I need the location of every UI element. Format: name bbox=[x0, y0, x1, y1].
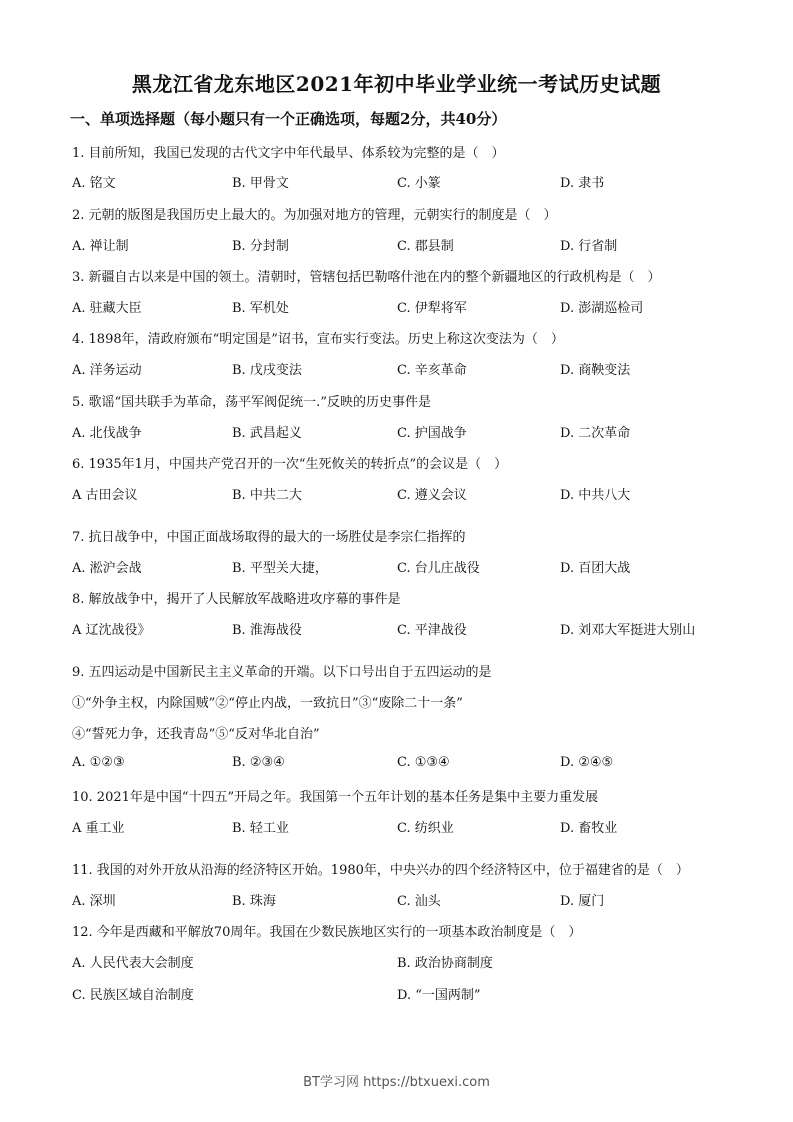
section-heading: 一、单项选择题（每小题只有一个正确选项，每题2分，共40分） bbox=[70, 110, 507, 128]
option-b: B. 武昌起义 bbox=[232, 426, 302, 441]
option-a: A. 北伐战争 bbox=[72, 426, 142, 441]
option-b: B. 分封制 bbox=[232, 239, 289, 254]
question-stem: 4. 1898年，清政府颁布“明定国是”诏书，宣布实行变法。历史上称这次变法为（ ） bbox=[72, 332, 564, 347]
question-stem: 5. 歌谣“国共联手为革命，荡平军阀促统一.”反映的历史事件是 bbox=[72, 395, 431, 410]
option-c: C. 小篆 bbox=[397, 176, 441, 191]
option-a: A. 铭文 bbox=[72, 176, 116, 191]
option-b: B. 中共二大 bbox=[232, 488, 302, 503]
option-c: C. 汕头 bbox=[397, 894, 441, 909]
option-a: A. 洋务运动 bbox=[72, 363, 142, 378]
options-row bbox=[72, 984, 732, 1004]
option-c: C. 郡县制 bbox=[397, 239, 454, 254]
options-row bbox=[72, 890, 732, 910]
options-row bbox=[72, 952, 732, 972]
option-a: A. 淞沪会战 bbox=[72, 561, 142, 576]
option-a: A 辽沈战役》 bbox=[72, 623, 151, 638]
option-d: D. 行省制 bbox=[560, 239, 618, 254]
question-stem: 2. 元朝的版图是我国历史上最大的。为加强对地方的管理，元朝实行的制度是（ ） bbox=[72, 208, 557, 223]
option-a: A 古田会议 bbox=[72, 488, 138, 503]
option-c: C. 遵义会议 bbox=[397, 488, 467, 503]
option-b: B. 平型关大捷， bbox=[232, 561, 328, 576]
question-stem: 9. 五四运动是中国新民主主义革命的开端。以下口号出自于五四运动的是 bbox=[72, 665, 492, 680]
question-stem: 7. 抗日战争中，中国正面战场取得的最大的一场胜仗是李宗仁指挥的 bbox=[72, 530, 466, 545]
watermark-footer: BT学习网 https://btxuexi.com bbox=[303, 1075, 490, 1090]
option-d: D. 隶书 bbox=[560, 176, 605, 191]
question-stem: 6. 1935年1月，中国共产党召开的一次“生死攸关的转折点”的会议是（ ） bbox=[72, 457, 508, 472]
option-c: C. 民族区域自治制度 bbox=[72, 988, 194, 1003]
option-c: C. 台儿庄战役 bbox=[397, 561, 480, 576]
question-stem: 3. 新疆自古以来是中国的领土。清朝时，管辖包括巴勒喀什池在内的整个新疆地区的行政机构是（ ） bbox=[72, 270, 661, 285]
question-stem: 8. 解放战争中，揭开了人民解放军战略进攻序幕的事件是 bbox=[72, 592, 401, 607]
option-c: C. 辛亥革命 bbox=[397, 363, 467, 378]
option-d: D. ②④⑤ bbox=[560, 755, 614, 770]
option-b: B. 甲骨文 bbox=[232, 176, 289, 191]
question-stem: 10. 2021年是中国“十四五”开局之年。我国第一个五年计划的基本任务是集中主要力重发展 bbox=[72, 790, 599, 805]
option-a: A. 深圳 bbox=[72, 894, 116, 909]
option-b: B. 戊戌变法 bbox=[232, 363, 302, 378]
options-row bbox=[72, 755, 732, 775]
option-c: C. 伊犁将军 bbox=[397, 301, 467, 316]
options-row bbox=[72, 557, 732, 577]
option-d: D. 商鞅变法 bbox=[560, 363, 631, 378]
option-a: A. 驻藏大臣 bbox=[72, 301, 142, 316]
option-b: B. 淮海战役 bbox=[232, 623, 302, 638]
option-a: A. 禅让制 bbox=[72, 239, 129, 254]
options-row bbox=[72, 359, 732, 379]
question-stem: 12. 今年是西藏和平解放70周年。我国在少数民族地区实行的一项基本政治制度是（ ） bbox=[72, 925, 582, 940]
option-a: A. 人民代表大会制度 bbox=[72, 956, 194, 971]
option-d: D. 澎湖巡检司 bbox=[560, 301, 644, 316]
option-b: B. 珠海 bbox=[232, 894, 276, 909]
question-stem: 11. 我国的对外开放从沿海的经济特区开始。1980年，中央兴办的四个经济特区中，位于福建省的是（ ） bbox=[72, 863, 689, 878]
option-d: D. 刘邓大军挺进大别山 bbox=[560, 623, 696, 638]
options-row bbox=[72, 297, 732, 317]
options-row bbox=[72, 172, 732, 192]
option-c: C. 平津战役 bbox=[397, 623, 467, 638]
option-c: C. ①③④ bbox=[397, 755, 450, 770]
option-d: D. “一国两制” bbox=[397, 988, 481, 1003]
options-row bbox=[72, 235, 732, 255]
option-c: C. 护国战争 bbox=[397, 426, 467, 441]
option-a: A 重工业 bbox=[72, 821, 125, 836]
option-b: B. ②③④ bbox=[232, 755, 285, 770]
option-d: D. 百团大战 bbox=[560, 561, 631, 576]
options-row bbox=[72, 619, 732, 639]
option-d: D. 二次革命 bbox=[560, 426, 631, 441]
option-d: D. 厦门 bbox=[560, 894, 605, 909]
options-row bbox=[72, 422, 732, 442]
question-stem: 1. 目前所知，我国已发现的古代文字中年代最早、体系较为完整的是（ ） bbox=[72, 146, 505, 161]
option-c: C. 纺织业 bbox=[397, 821, 454, 836]
option-a: A. ①②③ bbox=[72, 755, 125, 770]
page-title: 黑龙江省龙东地区2021年初中毕业学业统一考试历史试题 bbox=[131, 72, 662, 96]
question-statements: ④“誓死力争，还我青岛”⑤“反对华北自治” bbox=[72, 727, 320, 742]
option-d: D. 畜牧业 bbox=[560, 821, 618, 836]
options-row bbox=[72, 817, 732, 837]
option-b: B. 军机处 bbox=[232, 301, 289, 316]
options-row bbox=[72, 484, 732, 504]
option-b: B. 政治协商制度 bbox=[397, 956, 493, 971]
option-d: D. 中共八大 bbox=[560, 488, 631, 503]
option-b: B. 轻工业 bbox=[232, 821, 289, 836]
question-statements: ①“外争主权，内除国贼”②“停止内战，一致抗日”③“废除二十一条” bbox=[72, 696, 463, 711]
